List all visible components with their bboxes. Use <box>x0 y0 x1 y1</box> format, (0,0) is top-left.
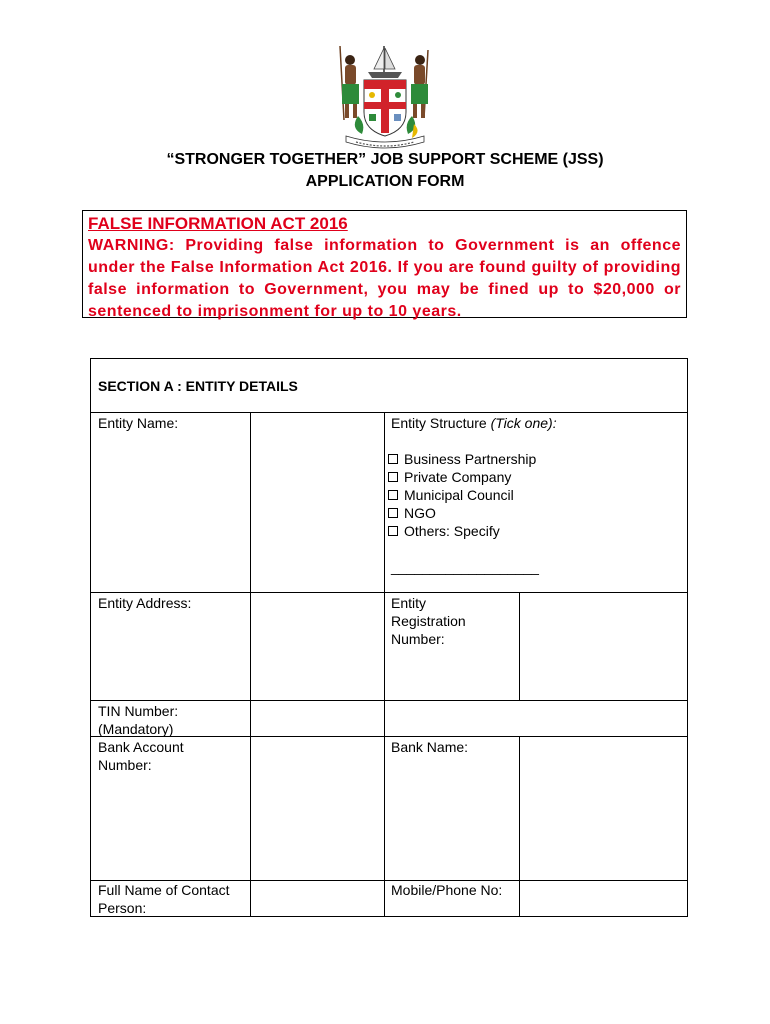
option-label: Private Company <box>404 469 512 485</box>
warning-heading: FALSE INFORMATION ACT 2016 <box>88 214 348 233</box>
entity-structure-label <box>391 414 557 432</box>
others-specify-line[interactable]: ___________________ <box>391 559 539 575</box>
entity-registration-label <box>391 594 466 648</box>
tin-label-line2: (Mandatory) <box>98 721 174 737</box>
option-ngo[interactable] <box>388 504 536 522</box>
contact-person-field[interactable] <box>251 881 384 916</box>
phone-label: Mobile/Phone No: <box>391 882 503 898</box>
tin-number-label <box>98 702 178 738</box>
entity-structure-hint: (Tick one): <box>490 415 557 431</box>
phone-field[interactable] <box>520 881 687 916</box>
entity-registration-field[interactable] <box>520 593 687 700</box>
option-label: Others: Specify <box>404 523 500 539</box>
contact-line2: Person: <box>98 900 147 916</box>
warning-text: WARNING: Providing false information to Government is an offence under the False Information Act 2016. If you are found guilty of providing false information to Government, you may be fined up to $20,000 or sentenced to imprisonment for up to 10 years. <box>88 237 681 320</box>
false-information-warning-box <box>82 210 687 318</box>
option-label: Business Partnership <box>404 451 537 467</box>
coat-of-arms-logo <box>324 42 446 150</box>
contact-line1: Full Name of Contact <box>98 882 230 898</box>
entity-address-label: Entity Address: <box>98 595 192 611</box>
bank-account-line1: Bank Account <box>98 739 184 755</box>
reg-label-line3: Number: <box>391 631 445 647</box>
tin-number-extra-field[interactable] <box>385 701 687 736</box>
option-others-specify[interactable] <box>388 522 536 540</box>
form-subtitle: APPLICATION FORM <box>305 173 465 190</box>
form-title: “STRONGER TOGETHER” JOB SUPPORT SCHEME (JSS) <box>166 151 604 168</box>
checkbox[interactable] <box>388 454 398 464</box>
checkbox[interactable] <box>388 508 398 518</box>
checkbox[interactable] <box>388 472 398 482</box>
entity-name-field[interactable] <box>251 413 384 592</box>
bank-name-label: Bank Name: <box>391 739 469 755</box>
entity-structure-text: Entity Structure <box>391 415 491 431</box>
bank-account-line2: Number: <box>98 757 152 773</box>
bank-account-field[interactable] <box>251 737 384 880</box>
option-business-partnership[interactable] <box>388 450 536 468</box>
option-private-company[interactable] <box>388 468 536 486</box>
entity-name-label: Entity Name: <box>98 415 179 431</box>
option-label: NGO <box>404 505 436 521</box>
section-a-title: SECTION A : ENTITY DETAILS <box>98 378 298 394</box>
bank-name-field[interactable] <box>520 737 687 880</box>
option-municipal-council[interactable] <box>388 486 536 504</box>
checkbox[interactable] <box>388 490 398 500</box>
tin-label-line1: TIN Number: <box>98 703 179 719</box>
bank-account-label <box>98 738 184 774</box>
reg-label-line1: Entity <box>391 595 427 611</box>
tin-number-field[interactable] <box>251 701 384 736</box>
option-label: Municipal Council <box>404 487 514 503</box>
reg-label-line2: Registration <box>391 613 466 629</box>
entity-address-field[interactable] <box>251 593 384 700</box>
contact-person-label <box>98 881 230 917</box>
checkbox[interactable] <box>388 526 398 536</box>
entity-structure-options <box>388 450 536 540</box>
